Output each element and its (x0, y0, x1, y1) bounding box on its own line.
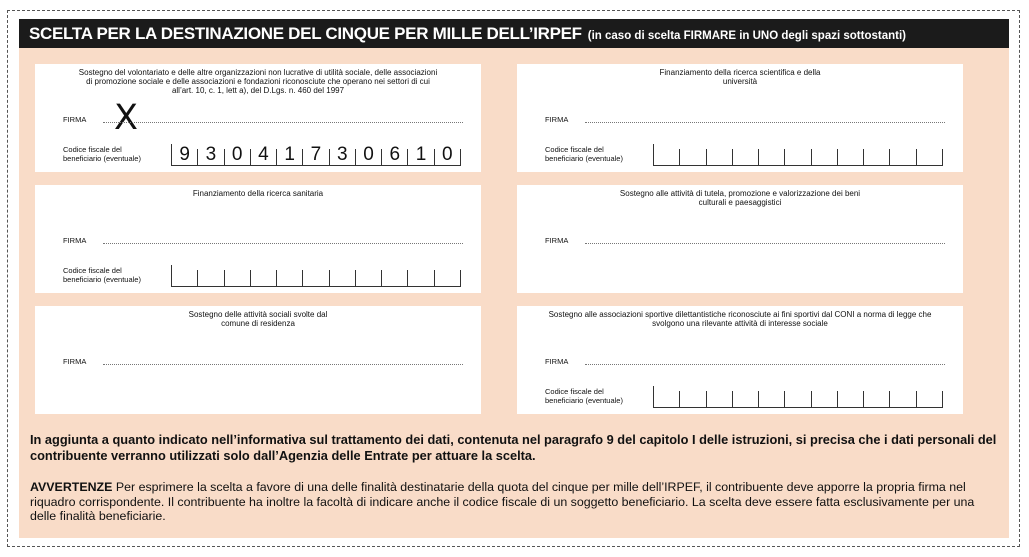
cf-digit (812, 149, 838, 165)
cf-digit (785, 391, 811, 407)
cf-digit (408, 270, 434, 286)
cf-digit (707, 149, 733, 165)
box-title: Finanziamento della ricerca sanitaria (192, 189, 324, 198)
cf-digit: 0 (356, 149, 382, 165)
box-comune (35, 306, 481, 414)
firma-label: FIRMA (63, 115, 87, 124)
cf-digit (733, 391, 759, 407)
warning-text (30, 480, 998, 524)
cf-digit (917, 391, 943, 407)
codice-fiscale-field[interactable] (653, 386, 943, 408)
firma-signature-line[interactable] (103, 364, 463, 365)
box-ricerca-scientifica (517, 64, 963, 172)
codice-fiscale-field[interactable] (653, 144, 943, 166)
form-title: SCELTA PER LA DESTINAZIONE DEL CINQUE PER MILLE DELL’IRPEF (29, 24, 582, 43)
warning-label: AVVERTENZE (30, 480, 113, 494)
cf-digit: 9 (172, 149, 198, 165)
form-body (19, 48, 1009, 538)
cf-digit (785, 149, 811, 165)
cf-digit: 0 (435, 149, 461, 165)
firma-signature-line[interactable] (585, 122, 945, 123)
form-subtitle: (in caso di scelta FIRMARE in UNO degli spazi sottostanti) (587, 30, 906, 42)
cf-label: Codice fiscale del beneficiario (eventuale) (63, 266, 141, 284)
cf-digit (303, 270, 329, 286)
codice-fiscale-field[interactable] (171, 144, 461, 166)
cf-digit (251, 270, 277, 286)
cf-digit: 0 (225, 149, 251, 165)
warning-body: Per esprimere la scelta a favore di una delle finalità destinatarie della quota del cinque per mille dell’IRPEF, il contribuente deve apporre la propria firma nel riquadro corrispondente. Il contribuente ha inoltre la facoltà di indicare anche il codice fiscale di un soggetto beneficiario. La scelta deve essere fatta esclusivamente per una delle finalità beneficiarie. (30, 480, 975, 523)
form-header (19, 19, 1009, 48)
firma-label: FIRMA (63, 236, 87, 245)
cf-digit (435, 270, 461, 286)
cf-digit (277, 270, 303, 286)
cf-digit (225, 270, 251, 286)
box-sportive (517, 306, 963, 414)
cf-digit (330, 270, 356, 286)
cf-digit (382, 270, 408, 286)
box-title: Sostegno alle associazioni sportive dilettantistiche riconosciute ai fini sportivi dal CONI a norma di legge che svolgono una rilevante attività di interesse sociale (548, 310, 932, 328)
cf-digit (812, 391, 838, 407)
cf-digit (172, 270, 198, 286)
box-ricerca-sanitaria (35, 185, 481, 293)
box-title: Sostegno del volontariato e delle altre organizzazioni non lucrative di utilità sociale, delle associazioni di promozione sociale e delle associazioni e fondazioni riconosciute che operano nei settori di cui all’art. 10, c. 1, lett a), del D.Lgs. n. 460 del 1997 (78, 68, 438, 95)
cf-digit (680, 391, 706, 407)
cf-digit (838, 391, 864, 407)
cf-digit: 6 (382, 149, 408, 165)
cf-digit (759, 391, 785, 407)
cf-digit: 3 (330, 149, 356, 165)
cf-digit (864, 149, 890, 165)
cf-digit (890, 149, 916, 165)
cf-digit: 7 (303, 149, 329, 165)
firma-signature-line[interactable] (103, 122, 463, 123)
cf-digit (864, 391, 890, 407)
cf-label: Codice fiscale del beneficiario (eventuale) (545, 145, 623, 163)
cf-digit (356, 270, 382, 286)
firma-label: FIRMA (545, 236, 569, 245)
cf-digit: 1 (408, 149, 434, 165)
box-title: Sostegno delle attività sociali svolte dal comune di residenza (188, 310, 328, 328)
firma-signature-line[interactable] (585, 364, 945, 365)
cf-digit: 4 (251, 149, 277, 165)
cf-digit (680, 149, 706, 165)
cf-digit (707, 391, 733, 407)
firma-signature-line[interactable] (103, 243, 463, 244)
cf-digit (654, 391, 680, 407)
cf-digit (654, 149, 680, 165)
box-title: Finanziamento della ricerca scientifica e della università (659, 68, 821, 86)
firma-label: FIRMA (545, 357, 569, 366)
box-title: Sostegno alle attività di tutela, promozione e valorizzazione dei beni culturali e paesaggistici (619, 189, 861, 207)
cf-label: Codice fiscale del beneficiario (eventuale) (63, 145, 141, 163)
firma-label: FIRMA (63, 357, 87, 366)
firma-signature-line[interactable] (585, 243, 945, 244)
cf-digit (759, 149, 785, 165)
cf-digit: 1 (277, 149, 303, 165)
cf-digit (917, 149, 943, 165)
cf-digit (198, 270, 224, 286)
box-beni-culturali (517, 185, 963, 293)
cf-digit (838, 149, 864, 165)
box-volontariato (35, 64, 481, 172)
signature-mark: X (114, 98, 138, 138)
codice-fiscale-field[interactable] (171, 265, 461, 287)
firma-label: FIRMA (545, 115, 569, 124)
cf-digit (890, 391, 916, 407)
privacy-note: In aggiunta a quanto indicato nell’informativa sul trattamento dei dati, contenuta nel paragrafo 9 del capitolo I delle istruzioni, si precisa che i dati personali del contribuente verranno utilizzati solo dall’Agenzia delle Entrate per attuare la scelta. (30, 432, 997, 463)
cf-label: Codice fiscale del beneficiario (eventuale) (545, 387, 623, 405)
cf-digit: 3 (198, 149, 224, 165)
cf-digit (733, 149, 759, 165)
